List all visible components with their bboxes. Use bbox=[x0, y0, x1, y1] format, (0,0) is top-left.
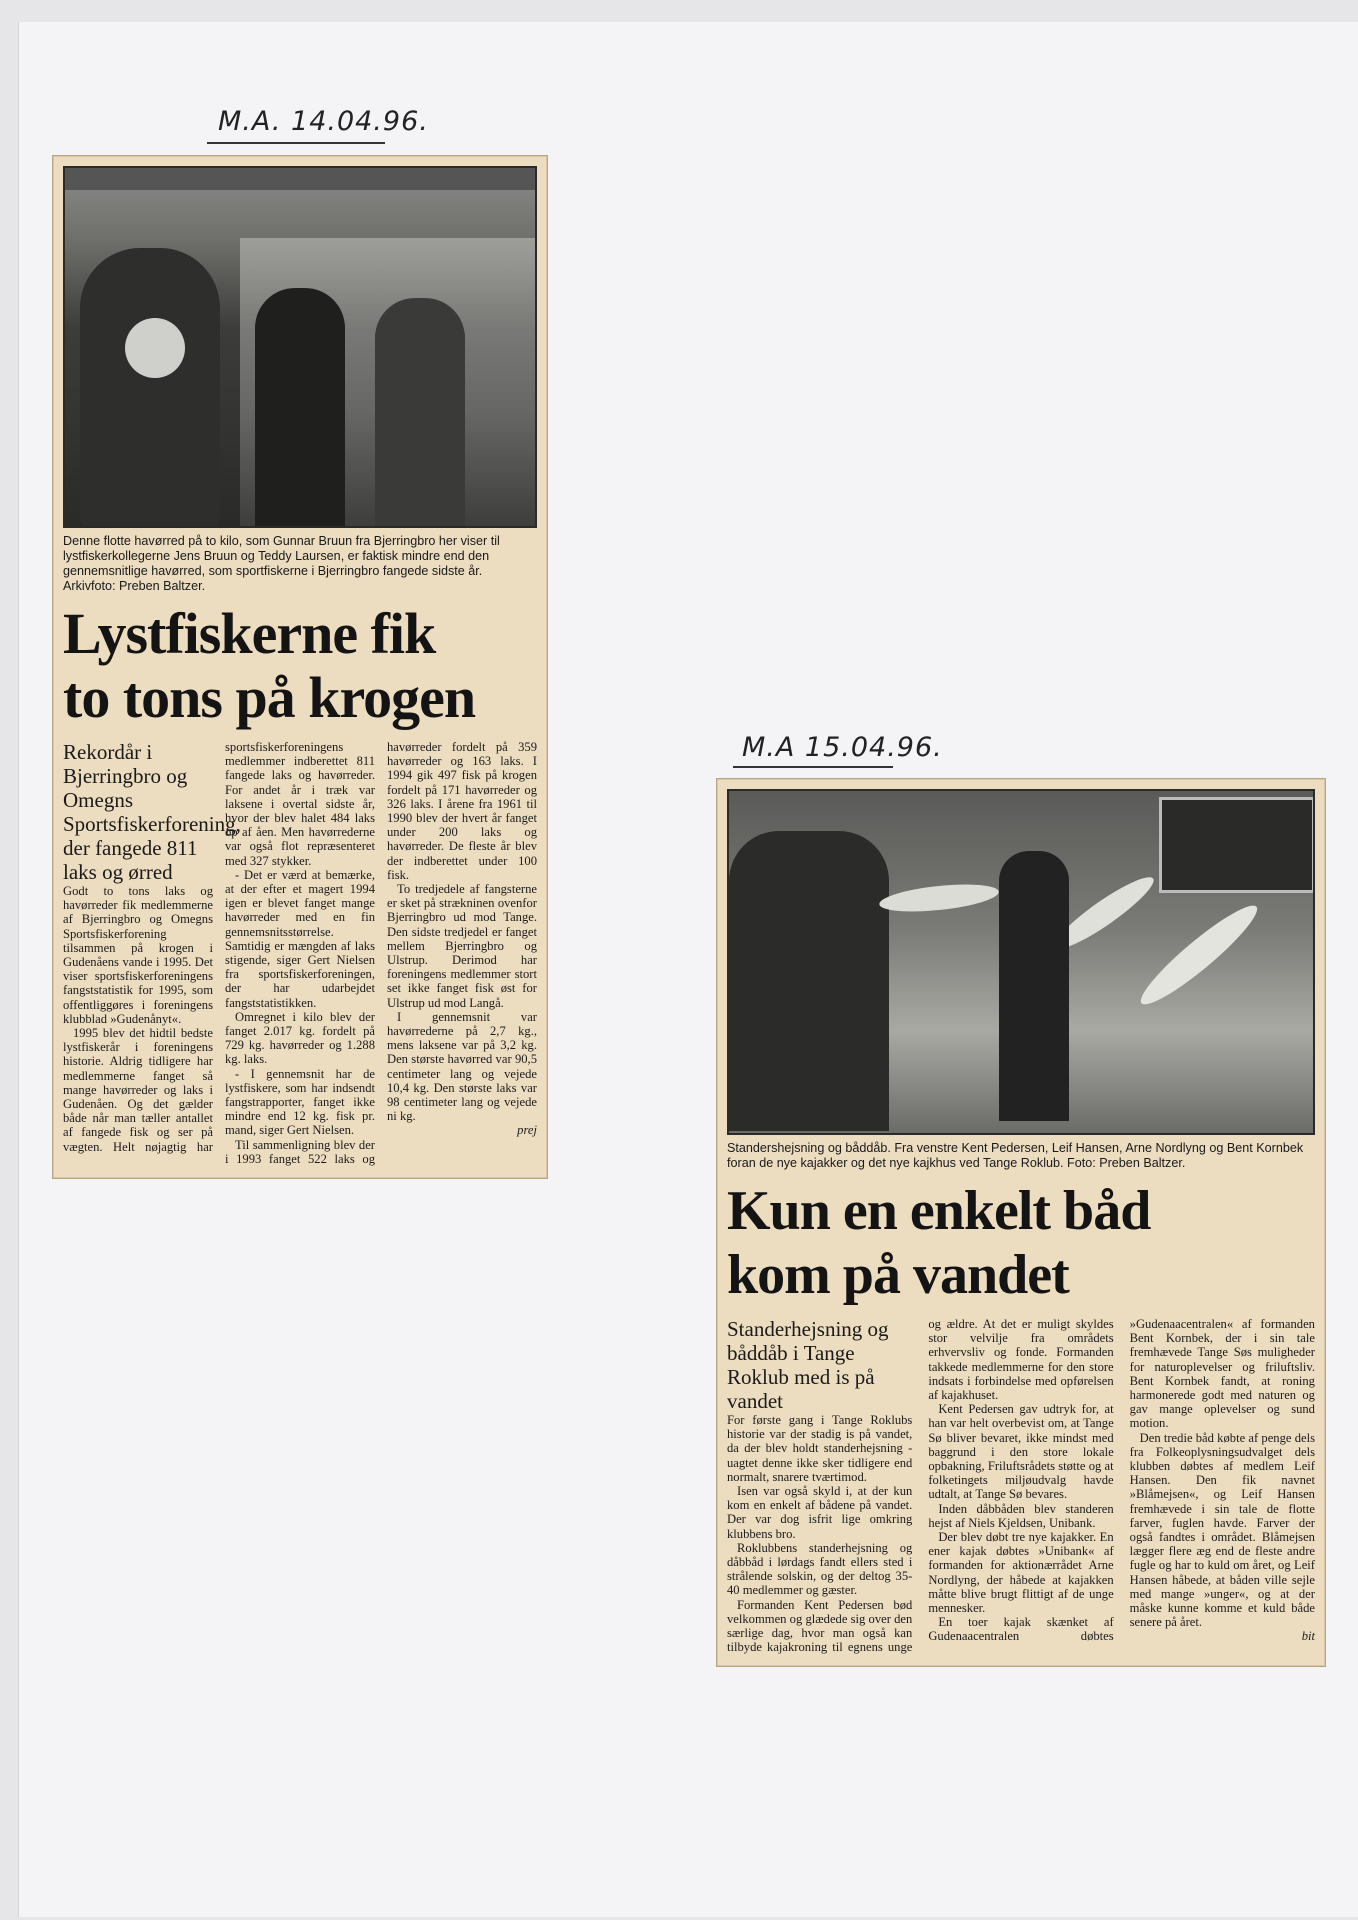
sweater-logo bbox=[125, 318, 185, 378]
paragraph: - I gennemsnit har de lystfiskere, som har indsendt fangstrapporter, fanget ikke mindre end 12 kg. fisk pr. mand, siger Gert Nielsen. bbox=[225, 1066, 375, 1138]
photo-anglers-with-fish bbox=[63, 166, 537, 528]
paragraph: Inden dåbbåden blev standeren hejst af Niels Kjeldsen, Unibank. bbox=[928, 1501, 1114, 1530]
photo-caption: Denne flotte havørred på to kilo, som Gunnar Bruun fra Bjerringbro her viser til lystfiskerkollegerne Jens Bruun og Teddy Laursen, er faktisk mindre end den gennemsnitlige havørred, som sportfiskerne i Bjerringbro fangede sidste år. Arkivfoto: Preben Baltzer. bbox=[63, 534, 500, 593]
paragraph: 1995 blev det hidtil bedste lystfiskerår i foreningens historie. Aldrig tidligere har medlemmerne fanget så mange havørreder og laks i Gudenåen. Og det gælder både når man tæller antallet af fangede fisk og ser på vægten. Helt nøjagtig har sportsfiskerforeningens medlemmer indberettet 811 fangede laks og havørreder. For andet år i træk var laksene i overtal sidste år, hvor der blev halet 484 laks op af åen. Men havørrederne var også flot repræsenteret med 327 stykker. bbox=[63, 740, 375, 1154]
paragraph: Kent Pedersen gav udtryk for, at han var helt overbevist om, at Tange Sø bliver bevaret, ikke mindst med baggrund i den store lokale opbakning, Friluftsrådets støtte og at folketingets miljøudvalg havde udtalt, at Tange Sø bevares. bbox=[928, 1402, 1114, 1502]
paragraph: Roklubbens standerhejsning og dåbbåd i lørdags fandt ellers sted i strålende solskin, og der deltog 35-40 medlemmer og gæster. bbox=[727, 1540, 913, 1598]
paragraph: Til sammenligning blev der i 1993 fanget 522 laks og havørreder fordelt på 359 havørreder og 163 laks. I 1994 gik 497 fisk på krogen fordelt på 171 havørreder og 326 laks. I årene fra 1961 til 1990 blev der hvert år fanget under 200 laks og havørreder. De fleste år blev der indberettet under 100 fisk. bbox=[225, 740, 537, 1166]
paragraph: Isen var også skyld i, at der kun kom en enkelt af bådene på vandet. Der var dog isfrit lige omkring klubbens bro. bbox=[727, 1484, 913, 1541]
article-body bbox=[727, 1317, 1315, 1654]
paragraph: For første gang i Tange Roklubs historie var der stadig is på vandet, da der blev holdt standerhejsning - uagtet denne ikke sker tidligere end normalt, snarere tværtimod. bbox=[727, 1413, 913, 1484]
headline-line-1: Kun en enkelt båd bbox=[727, 1180, 1151, 1242]
handwritten-date-2: M.A 15.04.96. bbox=[742, 732, 943, 763]
person-right bbox=[375, 298, 465, 528]
handwritten-date-1: M.A. 14.04.96. bbox=[218, 106, 429, 137]
paragraph: En toer kajak skænket af Gudenaacentralen døbtes »Gudenaacentralen« af formanden Bent Kornbek, der i sin tale fremhævede Tange Søs muligheder for naturoplevelser og friluftsliv. Bent Kornbek fandt, at roning harmonerede godt med naturen og gav mange oplevelser og sund motion. bbox=[928, 1317, 1315, 1644]
clipping-rowing-club bbox=[716, 778, 1326, 1667]
article-body bbox=[63, 740, 537, 1166]
paragraph: - Det er værd at bemærke, at der efter et magert 1994 igen er blevet fanget mange havørreder med en fin gennemsnitsstørrelse. Samtidig er mængden af laks stigende, siger Gert Nielsen fra sportsfiskerforeningen, der har udarbejdet fangststatistikken. bbox=[225, 867, 375, 1010]
headline-line-2: to tons på krogen bbox=[63, 665, 476, 730]
group-of-men bbox=[729, 831, 889, 1131]
paragraph: I gennemsnit var havørrederne på 2,7 kg., mens laksene var på 3,2 kg. Den største havørred var 90,5 centimeter lang og vejede 10,4 kg. Den største laks var 98 centimeter lang og vejede ni kg. bbox=[387, 1009, 537, 1124]
man-standing bbox=[999, 851, 1069, 1121]
subheading: Rekordår i Bjerringbro og Omegns Sportsfiskerforening, der fangede 811 laks og ørred bbox=[63, 740, 241, 884]
kayak-1 bbox=[878, 880, 1000, 916]
date-underline-2 bbox=[733, 766, 893, 768]
headline bbox=[63, 602, 537, 730]
paragraph: To tredjedele af fangsterne er sket på strækninen ovenfor Bjerringbro ud mod Tange. Den sidste tredjedel er fanget mellem Bjerringbro og Ulstrup. Derimod har foreningens medlemmer stort set ikke fanget fisk øst for Ulstrup ud mod Langå. bbox=[387, 882, 537, 1010]
paragraph: Der blev døbt tre nye kajakker. En ener kajak døbtes »Unibank« af formanden for aktionærrådet Arne Nordlyng, der håbede at kajakken måtte blive brugt flittigt af de unge mennesker. bbox=[928, 1530, 1114, 1616]
paragraph: Omregnet i kilo blev der fanget 2.017 kg. fordelt på 729 kg. havørreder og 1.288 kg. laks. bbox=[225, 1009, 375, 1067]
date-underline-1 bbox=[207, 142, 385, 144]
kayak-3 bbox=[1133, 896, 1266, 1014]
paragraph: Godt to tons laks og havørreder fik medlemmerne af Bjerringbro og Omegns Sportsfiskerforening tilsammen på krogen i Gudenåens vande i 1995. Det viser sportsfiskerforeningens fangststatistik for 1995, som offentliggøres i foreningens klubblad »Gudenånyt«. bbox=[63, 884, 213, 1026]
clipping-fishing bbox=[52, 155, 548, 1179]
person-left bbox=[80, 248, 220, 528]
headline bbox=[727, 1179, 1315, 1307]
photo-kayak-christening bbox=[727, 789, 1315, 1135]
person-middle bbox=[255, 288, 345, 528]
headline-line-1: Lystfiskerne fik bbox=[63, 601, 436, 666]
paragraph: Den tredie båd købte af penge dels fra Folkeoplysningsudvalget dels klubben døbtes af medlem Leif Hansen. Den fik navnet »Blåmejsen«, og Leif Hansen fremhævede i sin tale de flotte farver, fuglen havde. Farver der også fandtes i området. Blåmejsen lægger flere æg end de fleste andre fugle og har to kuld om året, og Leif Hansen håbede, at båden ville sejle med mange »unger«, og at der måske kunne komme et kuld både senere på året. bbox=[1129, 1430, 1315, 1630]
byline: bit bbox=[1301, 1629, 1315, 1644]
photo-caption: Standershejsning og båddåb. Fra venstre Kent Pedersen, Leif Hansen, Arne Nordlyng og Bent Kornbek foran de nye kajakker og det nye kajkhus ved Tange Roklub. Foto: Preben Baltzer. bbox=[727, 1141, 1304, 1170]
subheading: Standerhejsning og båddåb i Tange Roklub med is på vandet bbox=[727, 1317, 889, 1413]
headline-line-2: kom på vandet bbox=[727, 1244, 1069, 1306]
kayak-house bbox=[1159, 797, 1315, 893]
byline: prej bbox=[517, 1123, 537, 1138]
paragraph: Formanden Kent Pedersen bød velkommen og glædede sig over den særlige dag, hvor man også kan tilbyde kajakroning til egnens unge og ældre. At det er muligt skyldes stor velvilje fra områdets erhvervsliv og fonde. Formanden takkede medlemmerne for den store indsats i forbindelse med opførelsen af kajakhuset. bbox=[727, 1317, 1114, 1655]
bridge-shape bbox=[65, 168, 535, 190]
